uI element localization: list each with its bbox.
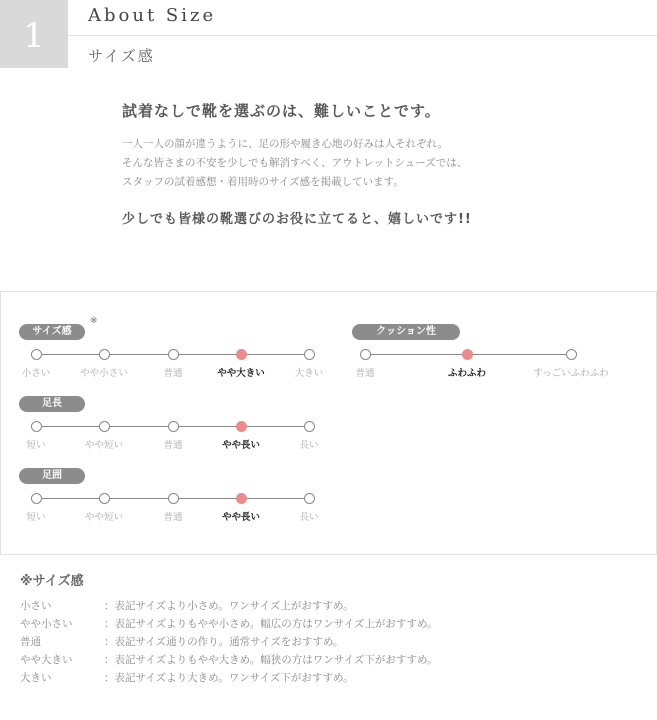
legend-desc: ：表記サイズより大きめ。ワンサイズ下がおすすめ。 [104,672,354,684]
legend-row [20,651,640,669]
size-option-dot [168,349,179,360]
rating-panel [0,291,657,555]
girth-option-label: やや長い [221,512,261,523]
girth-option-label: 短い [26,512,46,523]
legend-row [20,615,640,633]
legend-title: ※サイズ感 [20,574,84,589]
section-number: 1 [0,0,68,68]
length-option-label: やや短い [84,440,124,451]
girth-option-dot [99,493,110,504]
legend-term: やや大きい [20,654,73,666]
size-option-dot [31,349,42,360]
size-option-label: やや大きい [217,368,265,379]
length-option-dot [99,421,110,432]
length-option-dot [168,421,179,432]
legend-row [20,633,640,651]
intro-body-line: スタッフの試着感想・着用時のサイズ感を掲載しています。 [122,176,404,188]
length-option-label: 普通 [163,440,183,451]
cushion-option-label: すっごいふわふわ [533,368,609,379]
cushion-option-dot [566,349,577,360]
length-option-dot [304,421,315,432]
girth-option-dot [168,493,179,504]
size-option-label: 大きい [294,368,324,379]
girth-option-label: 普通 [163,512,183,523]
intro-body-line: そんな皆さまの不安を少しでも解消すべく、アウトレットシューズでは、 [122,157,468,169]
size-option-label: 普通 [163,368,183,379]
length-option-label: 短い [26,440,46,451]
legend-desc: ：表記サイズよりもやや小さめ。幅広の方はワンサイズ上がおすすめ。 [104,618,438,630]
legend-row [20,669,640,687]
cushion-option-dot [360,349,371,360]
legend-term: 普通 [20,636,41,648]
intro-closing: 少しでも皆様の靴選びのお役に立てると、嬉しいです!! [122,212,472,227]
size-option-dot [99,349,110,360]
length-option-label: やや長い [221,440,261,451]
legend-desc: ：表記サイズより小さめ。ワンサイズ上がおすすめ。 [104,600,354,612]
girth-option-label: やや短い [84,512,124,523]
cushion-option-dot [462,349,473,360]
length-option-dot [31,421,42,432]
intro-lead: 試着なしで靴を選ぶのは、難しいことです。 [122,102,441,120]
note-mark: ※ [90,316,98,326]
foot-girth-pill: 足囲 [19,468,85,484]
header-divider [68,35,657,36]
legend-desc: ：表記サイズよりもやや大きめ。幅狭の方はワンサイズ下がおすすめ。 [104,654,438,666]
cushion-option-label: 普通 [355,368,375,379]
intro-body-line: 一人一人の顔が違うように、足の形や履き心地の好みは人それぞれ。 [122,138,449,150]
size-option-label: 小さい [21,368,51,379]
legend-term: 小さい [20,600,52,612]
size-option-dot [304,349,315,360]
girth-option-dot [236,493,247,504]
legend-term: 大きい [20,672,52,684]
section-title-jp: サイズ感 [88,47,155,65]
girth-option-dot [304,493,315,504]
girth-option-label: 長い [299,512,319,523]
size-option-dot [236,349,247,360]
foot-length-pill: 足長 [19,396,85,412]
legend-desc: ：表記サイズ通りの作り。通常サイズをおすすめ。 [104,636,344,648]
legend-term: やや小さい [20,618,73,630]
cushion-pill: クッション性 [352,324,460,340]
size-feel-pill: サイズ感 [19,324,85,340]
intro-body [122,135,642,192]
section-title-en: About Size [88,5,217,26]
girth-option-dot [31,493,42,504]
legend-row [20,597,640,615]
length-option-dot [236,421,247,432]
length-option-label: 長い [299,440,319,451]
intro-block [122,100,642,227]
size-legend [20,570,640,687]
size-option-label: やや小さい [80,368,128,379]
cushion-option-label: ふわふわ [447,368,487,379]
